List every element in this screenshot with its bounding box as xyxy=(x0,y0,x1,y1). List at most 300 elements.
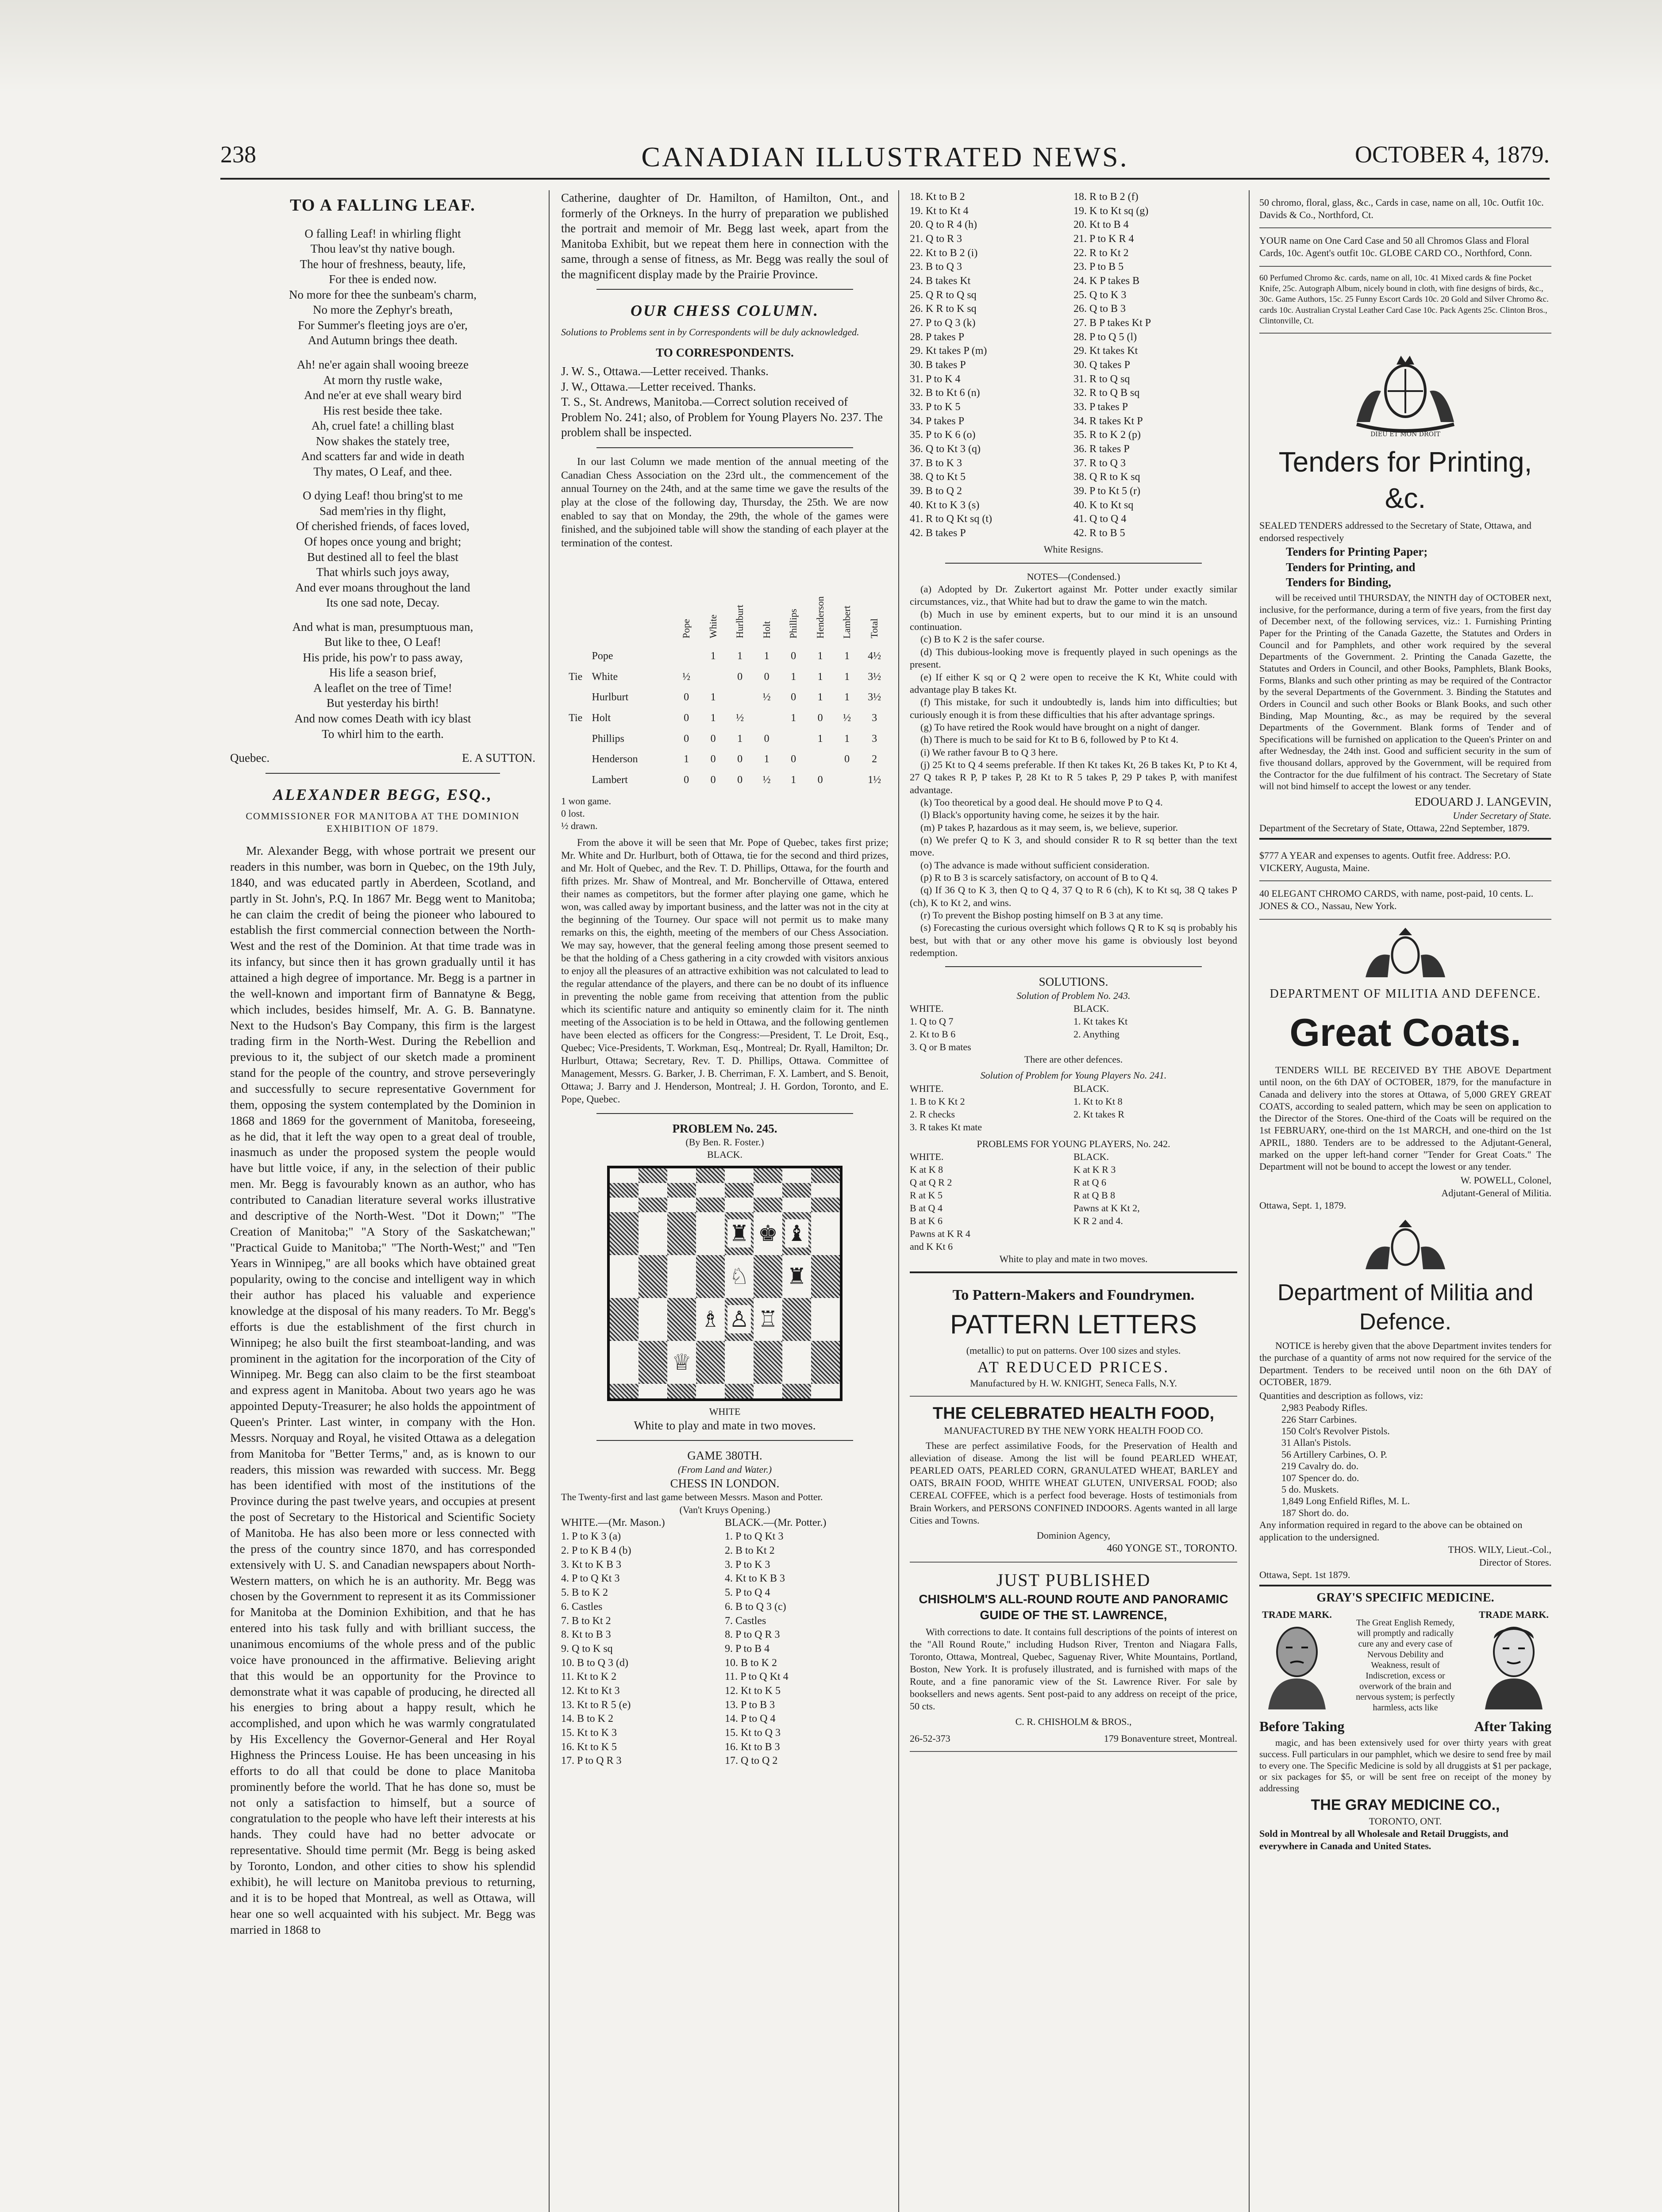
board-square xyxy=(667,1212,696,1255)
board-square xyxy=(667,1255,696,1298)
black-move: 15. Kt to Q 3 xyxy=(725,1727,781,1739)
militia-list-intro: Quantities and description as follows, viz: xyxy=(1259,1390,1423,1402)
arms-list-item: 107 Spencer do. do. xyxy=(1281,1472,1359,1483)
ad-title: JUST PUBLISHED xyxy=(996,1570,1151,1590)
black-move: 25. Q to K 3 xyxy=(1073,289,1127,301)
table-header-row xyxy=(561,550,889,646)
board-square xyxy=(696,1183,725,1198)
health-food-ad xyxy=(910,1397,1237,1563)
column-2 xyxy=(561,190,889,2212)
board-square xyxy=(754,1298,782,1341)
black-move: 14. P to Q 4 xyxy=(725,1713,776,1725)
chess-piece-icon: ♜ xyxy=(727,1219,751,1248)
column-header: White xyxy=(707,614,719,639)
table-legend xyxy=(561,795,889,832)
solution-moves: WHITE. BLACK. 1. B to K Kt 2 1. Kt to Kt 8 2. R checks 2. Kt takes R 3. R takes Kt mate xyxy=(910,1083,1124,1133)
board-square xyxy=(639,1255,667,1298)
game-result: White Resigns. xyxy=(1043,543,1104,555)
black-move: 37. R to Q 3 xyxy=(1073,457,1126,469)
divider xyxy=(945,966,1202,967)
white-move: 19. Kt to Kt 4 xyxy=(910,205,969,217)
arms-list xyxy=(1259,1402,1551,1519)
tenders-item: Tenders for Printing Paper; xyxy=(1286,545,1428,559)
board-square xyxy=(696,1212,725,1255)
black-move: 18. R to B 2 (f) xyxy=(1073,191,1139,203)
black-move: 8. P to Q R 3 xyxy=(725,1629,780,1641)
legend-item: 1 won game. xyxy=(561,795,612,806)
poem-title: TO A FALLING LEAF. xyxy=(290,196,476,215)
after-label: After Taking xyxy=(1474,1718,1551,1735)
board-square xyxy=(811,1298,840,1341)
board-square xyxy=(725,1183,754,1198)
game-opening: (Van't Kruys Opening.) xyxy=(679,1504,770,1515)
board-square xyxy=(811,1384,840,1398)
ad-address: 460 YONGE ST., TORONTO. xyxy=(1107,1542,1237,1554)
white-move: 5. B to K 2 xyxy=(561,1587,608,1599)
game-note: (o) The advance is made without sufficient consideration. xyxy=(920,859,1150,871)
game-note: (s) Forecasting the curious oversight which follows Q R to K sq is probably his best, but with that or any other move his game is obviously lost beyond redemption. xyxy=(910,922,1237,959)
board-square xyxy=(782,1212,811,1255)
poem-line: His life a season brief, xyxy=(329,666,437,680)
board-square xyxy=(639,1341,667,1384)
solution-subtitle: Solution of Problem No. 243. xyxy=(1016,990,1131,1001)
before-portrait-icon xyxy=(1259,1621,1335,1709)
problem-title: PROBLEM No. 245. xyxy=(672,1121,777,1135)
poem-line: Of hopes once young and bright; xyxy=(304,535,462,549)
black-move: 11. P to Q Kt 4 xyxy=(725,1671,789,1683)
black-move: 7. Castles xyxy=(725,1615,766,1627)
poem-line: And ne'er at eve shall weary bird xyxy=(304,388,462,402)
poem-line: That whirls such joys away, xyxy=(316,565,450,579)
board-square xyxy=(667,1183,696,1198)
white-move: 23. B to Q 3 xyxy=(910,261,962,273)
card-case-ad: YOUR name on One Card Case and 50 all Chromos Glass and Floral Cards, 10c. Agent's outfit 10c. GLOBE CARD CO., Northford, Conn. xyxy=(1259,228,1551,266)
board-square xyxy=(639,1384,667,1398)
poem-line: His pride, his pow'r to pass away, xyxy=(303,650,463,664)
board-square xyxy=(725,1168,754,1183)
game-note: (g) To have retired the Rook would have brought on a night of danger. xyxy=(920,721,1200,733)
tenders-dept: Department of the Secretary of State, Ottawa, 22nd September, 1879. xyxy=(1259,822,1530,833)
board-square xyxy=(610,1168,639,1183)
column-header: Pope xyxy=(681,619,692,639)
white-label: WHITE xyxy=(709,1406,741,1417)
ad-code: 26-52-373 xyxy=(910,1732,950,1744)
poem-line: No more the Zephyr's breath, xyxy=(312,303,453,317)
chess-piece-icon: ♜ xyxy=(785,1262,808,1290)
poem-line: O dying Leaf! thou bring'st to me xyxy=(303,489,463,503)
white-move: 26. K R to K sq xyxy=(910,303,977,315)
grays-description: The Great English Remedy, will promptly and radically cure any and every case of Nervous Debility and Weakness, result of Indiscretion, excess or overwork of the brain and nervous system; is perfectly harmless, acts like xyxy=(1356,1618,1455,1713)
black-move: 30. Q takes P xyxy=(1073,359,1130,371)
game-title: GAME 380TH. xyxy=(687,1449,762,1463)
board-square xyxy=(782,1298,811,1341)
table-row: Tie Holt 0 1 ½ 1 0 ½ 3 xyxy=(569,712,877,724)
game-note: (b) Much in use by eminent experts, but to our mind it is an unsound continuation. xyxy=(910,608,1237,633)
board-square xyxy=(754,1198,782,1212)
black-move: 2. B to Kt 2 xyxy=(725,1545,775,1557)
board-square xyxy=(782,1341,811,1384)
trade-mark-label: TRADE MARK. xyxy=(1479,1609,1549,1620)
column-4 xyxy=(1259,190,1551,2212)
board-square xyxy=(610,1212,639,1255)
game-note: (h) There is much to be said for Kt to B 6, followed by P to Kt 4. xyxy=(920,734,1179,745)
correspondents-title: TO CORRESPONDENTS. xyxy=(656,346,794,359)
column-header: Holt xyxy=(761,621,772,639)
board-square xyxy=(610,1255,639,1298)
chess-piece-icon: ♚ xyxy=(756,1219,780,1248)
ad-heading: CHISHOLM'S ALL-ROUND ROUTE AND PANORAMIC GUIDE OF THE ST. LAWRENCE, xyxy=(919,1592,1228,1622)
black-move: 29. Kt takes Kt xyxy=(1073,345,1138,357)
pattern-letters-ad xyxy=(910,1279,1237,1397)
poem-line: And Autumn brings thee death. xyxy=(308,334,458,347)
black-move: 39. P to Kt 5 (r) xyxy=(1073,485,1141,497)
board-square xyxy=(610,1341,639,1384)
white-move: 31. P to K 4 xyxy=(910,373,961,385)
game-intro: The Twenty-first and last game between Messrs. Mason and Potter. xyxy=(561,1491,823,1503)
white-move: 16. Kt to K 5 xyxy=(561,1741,617,1753)
game-note: (d) This dubious-looking move is frequently played in such openings as the present. xyxy=(910,646,1237,670)
white-header: WHITE. xyxy=(910,1003,944,1014)
table-row: Hurlburt 0 1 ½ 0 1 1 3½ xyxy=(592,691,881,703)
great-coats-title: Great Coats. xyxy=(1289,1010,1521,1055)
problem-task: White to play and mate in two moves. xyxy=(634,1418,816,1432)
board-square xyxy=(754,1341,782,1384)
young-problem-task: White to play and mate in two moves. xyxy=(999,1253,1148,1265)
divider xyxy=(596,289,853,290)
white-move: 8. Kt to B 3 xyxy=(561,1629,611,1641)
board-square xyxy=(667,1341,696,1384)
ad-text: C. R. CHISHOLM & BROS., xyxy=(1015,1716,1132,1727)
white-move: 7. B to Kt 2 xyxy=(561,1615,611,1627)
white-move: 11. Kt to K 2 xyxy=(561,1671,617,1683)
board-square xyxy=(782,1384,811,1398)
column-rule xyxy=(549,190,550,2212)
militia-notice: NOTICE is hereby given that the above Department invites tenders for the purchase of a quantity of arms not now required for the service of the Department. Tenders to be received until noon on the 6th DAY of OCTOBER, 1879. xyxy=(1259,1340,1551,1387)
correspondent-entry: J. W., Ottawa.—Letter received. Thanks. xyxy=(561,380,756,393)
column-1 xyxy=(230,190,535,2212)
crest-motto: DIEU ET MON DROIT xyxy=(1370,431,1440,438)
divider xyxy=(596,1440,853,1441)
black-move: 20. Kt to B 4 xyxy=(1073,219,1129,231)
white-move: 29. Kt takes P (m) xyxy=(910,345,987,357)
perfumed-cards-ad: 60 Perfumed Chromo &c. cards, name on all, 10c. 41 Mixed cards & fine Pocket Knife, 25c. Autograph Album, nicely bound in cloth, with fine designs of birds, &c., 30c. Game Authors, 15c. 25 Funny Escort Cards 10c. 20 Gold and Silver Chromo &c. cards 10c. Australian Crystal Leather Card Case 10c. Pack Agents 25c. Clinton Bros., Clintonville, Ct. xyxy=(1259,267,1551,334)
ad-text: With corrections to date. It contains full descriptions of the points of interest on the "All Round Route," including Hudson River, Trenton and Niagara Falls, Toronto, Ottawa, Montreal, Quebec, Saguenay River, White Mountains, Portland, Boston, New York. It is profusely illustrated, and is furnished with maps of the Route, and a fine panoramic view of the St. Lawrence River. For sale by booksellers and news agents. Sent post-paid to any address on receipt of the price, 50 cts. xyxy=(910,1626,1237,1712)
poem-line: Thy mates, O Leaf, and thee. xyxy=(313,465,452,478)
board-square xyxy=(754,1183,782,1198)
white-move: 12. Kt to Kt 3 xyxy=(561,1685,620,1697)
game-note: (k) Too theoretical by a good deal. He should move P to Q 4. xyxy=(920,796,1163,808)
black-move: 17. Q to Q 2 xyxy=(725,1755,778,1767)
white-move: 18. Kt to B 2 xyxy=(910,191,965,203)
poem-line: Of cherished friends, of faces loved, xyxy=(296,519,470,533)
royal-crest-icon xyxy=(1339,338,1472,440)
poem-stanza xyxy=(230,619,535,741)
ad-text: Dominion Agency, xyxy=(1037,1529,1110,1541)
divider xyxy=(910,1271,1237,1273)
poem-place: Quebec. xyxy=(230,751,270,765)
militia-date: Ottawa, Sept. 1st 1879. xyxy=(1259,1569,1350,1580)
black-move: 36. R takes P xyxy=(1073,443,1130,455)
column-header: Lambert xyxy=(841,605,853,639)
poem-line: To whirl him to the earth. xyxy=(322,727,444,741)
board-square xyxy=(754,1212,782,1255)
poem-line: At morn thy rustle wake, xyxy=(323,373,442,387)
board-square xyxy=(754,1255,782,1298)
white-move: 2. P to K B 4 (b) xyxy=(561,1545,631,1557)
black-move: 21. P to K R 4 xyxy=(1073,233,1134,245)
board-square xyxy=(639,1168,667,1183)
divider xyxy=(596,1113,853,1114)
board-square xyxy=(725,1212,754,1255)
tenders-signature: EDOUARD J. LANGEVIN, xyxy=(1415,795,1551,809)
tenders-text: will be received until THURSDAY, the NINTH day of OCTOBER next, inclusive, for the performance, during a term of five years, from the first day of December next, of the following services, viz.: 1. Furnishing Printing Paper for the Printing of the Canada Gazette, the Statutes and Orders in Council and for Pamphlets, and other work required by the several Departments of the Government. 2. Printing the Canada Gazette, the Statutes and Orders in Council, and other Books, Pamphlets, Blank Books, Forms, Blanks and such other printing as may be required of the Contractor by the several Departments of the Government. 3. Binding the Statutes and Orders in Council and such other Books or Blank Books, and such other Binding, Map Mounting, &c., as may be required by the several Departments of the Government. Blank forms of Tender and of Specifications will be furnished on application to the Queen's Printer on and after Wednesday, the 24th inst. Good and sufficient security in the sum of five thousand dollars, approved by the Government, will be required from the Contractor for the due fulfilment of his contract. The Secretary of State will not bind himself to accept the lowest or any tender. xyxy=(1259,592,1551,792)
board-square xyxy=(725,1341,754,1384)
black-move: 40. K to Kt sq xyxy=(1073,499,1134,511)
white-move: 41. R to Q Kt sq (t) xyxy=(910,513,992,525)
white-move: 24. B takes Kt xyxy=(910,275,971,287)
chromo-cards-ad: 50 chromo, floral, glass, &c., Cards in case, name on all, 10c. Outfit 10c. Davids & Co., Northford, Ct. xyxy=(1259,190,1551,228)
white-move: 40. Kt to K 3 (s) xyxy=(910,499,980,511)
chess-piece-icon: ♝ xyxy=(785,1219,808,1248)
arms-list-item: 219 Cavalry do. do. xyxy=(1281,1460,1359,1472)
black-move: 35. R to K 2 (p) xyxy=(1073,429,1141,441)
white-move: 21. Q to R 3 xyxy=(910,233,962,245)
black-move: 38. Q R to K sq xyxy=(1073,471,1140,483)
elegant-cards-ad: 40 ELEGANT CHROMO CARDS, with name, post-paid, 10 cents. L. JONES & CO., Nassau, New York. xyxy=(1259,881,1551,919)
game-notes xyxy=(910,583,1237,959)
white-move: 22. Kt to B 2 (i) xyxy=(910,247,978,259)
board-square xyxy=(725,1255,754,1298)
board-square xyxy=(696,1168,725,1183)
black-move: 19. K to Kt sq (g) xyxy=(1073,205,1149,217)
board-square xyxy=(696,1298,725,1341)
tenders-role: Under Secretary of State. xyxy=(1453,810,1551,821)
black-move: 27. B P takes Kt P xyxy=(1073,317,1151,329)
royal-crest-icon xyxy=(1348,924,1463,982)
board-square xyxy=(696,1341,725,1384)
black-move: 23. P to B 5 xyxy=(1073,261,1124,273)
tenders-title: Tenders for Printing, &c. xyxy=(1278,446,1532,515)
black-move: 32. R to Q B sq xyxy=(1073,387,1140,399)
table-row: Phillips 0 0 1 0 1 1 3 xyxy=(592,733,877,745)
poem-line: No more for thee the sunbeam's charm, xyxy=(289,288,477,301)
board-square xyxy=(811,1183,840,1198)
game-note: (j) 25 Kt to Q 4 seems preferable. If then Kt takes Kt, 26 B takes Kt, P to Kt 4, 27 Q takes R P, P takes P, 28 Kt to R 5 takes P, 29 P takes P, with manifest advantage. xyxy=(910,759,1237,795)
problem-author: (By Ben. R. Foster.) xyxy=(685,1137,764,1148)
white-move: 33. P to K 5 xyxy=(910,401,961,413)
chess-board xyxy=(607,1166,843,1401)
column-header: Phillips xyxy=(788,608,799,639)
board-square xyxy=(782,1198,811,1212)
ad-text: MANUFACTURED BY THE NEW YORK HEALTH FOOD CO. xyxy=(944,1425,1203,1436)
white-move: 28. P takes P xyxy=(910,331,965,343)
article-continuation: Catherine, daughter of Dr. Hamilton, of Hamilton, Ont., and formerly of the Orkneys. In the hurry of preparation we published the portrait and memoir of Mr. Begg last week, apart from the Manitoba Exhibit, but we repeat them here in connection with the same, through a sense of fitness, as Mr. Begg was really the soul of the magnificent display made by the Prairie Province. xyxy=(561,191,889,281)
white-move: 20. Q to R 4 (h) xyxy=(910,219,977,231)
poem-line: Thou leav'st thy native bough. xyxy=(310,242,455,256)
arms-list-item: 150 Colt's Revolver Pistols. xyxy=(1281,1425,1390,1436)
poem-line: For Summer's fleeting joys are o'er, xyxy=(298,318,468,332)
game-note: (l) Black's opportunity having come, he seizes it by the hair. xyxy=(920,809,1160,821)
militia-heading: DEPARTMENT OF MILITIA AND DEFENCE. xyxy=(1270,987,1541,1001)
board-square xyxy=(811,1341,840,1384)
arms-list-item: 187 Short do. do. xyxy=(1281,1507,1349,1518)
black-header: BLACK. xyxy=(1073,1003,1109,1014)
game-note: (i) We rather favour B to Q 3 here. xyxy=(920,746,1058,758)
militia-title: Department of Militia and Defence. xyxy=(1277,1279,1534,1335)
poem-line: And ever moans throughout the land xyxy=(295,580,470,594)
black-move: 10. B to K 2 xyxy=(725,1657,777,1669)
after-portrait-icon xyxy=(1476,1621,1551,1709)
column-header: Hurlburt xyxy=(734,605,746,639)
ad-text: (metallic) to put on patterns. Over 100 sizes and styles. xyxy=(966,1344,1181,1356)
board-square xyxy=(754,1168,782,1183)
white-move: 3. Kt to K B 3 xyxy=(561,1559,622,1571)
board-square xyxy=(725,1198,754,1212)
poem-signature xyxy=(230,750,535,766)
game-source: (From Land and Water.) xyxy=(677,1463,772,1475)
page-number: 238 xyxy=(220,141,256,168)
white-move: 17. P to Q R 3 xyxy=(561,1755,622,1767)
white-move: 4. P to Q Kt 3 xyxy=(561,1573,620,1585)
board-square xyxy=(725,1384,754,1398)
game-note: (r) To prevent the Bishop posting himself on B 3 at any time. xyxy=(920,910,1163,921)
board-square xyxy=(610,1298,639,1341)
board-square xyxy=(782,1183,811,1198)
poem-line: Sad mem'ries in thy flight, xyxy=(319,504,446,518)
poem-line: Now shakes the stately tree, xyxy=(315,434,450,448)
black-move: 4. Kt to K B 3 xyxy=(725,1573,785,1585)
game-moves xyxy=(561,1516,889,1530)
legend-item: 0 lost. xyxy=(561,808,585,819)
black-move: 16. Kt to B 3 xyxy=(725,1741,780,1753)
page-header xyxy=(220,141,1550,172)
tourney-report: From the above it will be seen that Mr. Pope of Quebec, takes first prize; Mr. White and Dr. Hurlburt, both of Ottawa, tie for the second and third prizes, and Mr. Holt of Quebec, and the Rev. T. D. Phillips, Ottawa, for the fourth and fifth prizes. Mr. Shaw of Montreal, and Mr. Boncherville of Ottawa, entered their names as competitors, but the former after playing one game, which he won, was called away by important business, and the latter was not in the city at the beginning of the Tourney. Our space will not permit us to make many remarks on this, the eighth, meeting of the members of our Chess Association. We may say, however, that the general feeling among those present seemed to be that the holding of a Chess gathering in a city crowded with visitors anxious to enjoy all the pleasures of an attractive exhibition was not calculated to lead to the regular attendance of the players, and there can be no doubt of its influence in preventing the noble game from receiving that attention from the public which its scientific nature and antiquity so eminently claim for it. The ninth meeting of the Association is to be held in Ottawa, and the following gentlemen have been elected as officers for the Congress:—President, T. Le Droit, Esq., Quebec; Vice-Presidents, T. Workman, Esq., Montreal; Dr. Ryall, Hamilton; Dr. Hurlburt, Ottawa; Secretary, Rev. T. D. Phillips, Ottawa. Committee of Management, Messrs. G. Barker, J. B. Cherriman, F. X. Lambert, and S. Benoit, Ottawa; J. Barry and J. Henderson, Montreal; J. H. Gordon, Toronto, and E. Pope, Quebec. xyxy=(561,837,889,1105)
correspondent-entry: J. W. S., Ottawa.—Letter received. Thanks. xyxy=(561,365,769,378)
black-move: 5. P to Q 4 xyxy=(725,1587,770,1599)
chess-note: Solutions to Problems sent in by Correspondents will be duly acknowledged. xyxy=(561,326,859,338)
arms-list-item: 1,849 Long Enfield Rifles, M. L. xyxy=(1281,1495,1410,1507)
grays-text: magic, and has been extensively used for over thirty years with great success. Full particulars in our pamphlet, which we desire to send free by mail to every one. The Specific Medicine is sold by all druggists at $1 per package, or six packages for $5, or will be sent free on receipt of the money by addressing xyxy=(1259,1737,1551,1793)
notes-title: NOTES—(Condensed.) xyxy=(1027,571,1120,582)
white-move: 1. P to K 3 (a) xyxy=(561,1531,621,1543)
poem-stanza xyxy=(230,226,535,348)
great-coats-signature: W. POWELL, Colonel, xyxy=(1460,1175,1551,1186)
divider xyxy=(1259,838,1551,840)
white-move: 13. Kt to R 5 (e) xyxy=(561,1699,631,1711)
poem-line: His rest beside thee take. xyxy=(323,403,442,417)
board-square xyxy=(639,1298,667,1341)
black-header: BLACK.—(Mr. Potter.) xyxy=(725,1517,827,1528)
game-note: (n) We prefer Q to K 3, and should consider R to R sq better than the text move. xyxy=(910,834,1237,858)
arms-list-item: 31 Allan's Pistols. xyxy=(1281,1437,1351,1448)
solution-subtitle: Solution of Problem for Young Players No. 241. xyxy=(980,1070,1167,1081)
board-square xyxy=(667,1298,696,1341)
white-move: 42. B takes P xyxy=(910,527,966,539)
board-square xyxy=(639,1198,667,1212)
table-row: Henderson 1 0 0 1 0 0 2 xyxy=(592,753,877,765)
page-top-margin xyxy=(0,0,1662,93)
legend-item: ½ drawn. xyxy=(561,820,598,832)
poem-stanza xyxy=(230,357,535,479)
poem-line: Its one sad note, Decay. xyxy=(326,596,440,610)
tourney-intro: In our last Column we made mention of the annual meeting of the Canadian Chess Association on the 23rd ult., the commencement of the annual Tourney on the 24th, and at the same time we gave the results of the play at the close of the following day, Thursday, the 25th. We are now enabled to say that on Monday, the 29th, the whole of the games were finished, and the subjoined table will show the standing of each player at the termination of the contest. xyxy=(561,456,889,549)
poem-line: The hour of freshness, beauty, life, xyxy=(300,257,466,271)
chess-piece-icon: ♘ xyxy=(727,1262,751,1290)
divider xyxy=(1259,1585,1551,1586)
solution-moves: WHITE. BLACK. 1. Q to Q 7 1. Kt takes Kt 2. Kt to B 6 2. Anything 3. Q or B mates xyxy=(910,1002,1237,1053)
chess-piece-icon: ♗ xyxy=(699,1305,722,1333)
game-moves xyxy=(910,190,1237,541)
chess-column-title: OUR CHESS COLUMN. xyxy=(630,302,819,320)
white-move: 25. Q R to Q sq xyxy=(910,289,977,301)
black-move: 31. R to Q sq xyxy=(1073,373,1130,385)
arms-list-item: 2,983 Peabody Rifles. xyxy=(1281,1402,1368,1413)
table-row: Tie White ½ 0 0 1 1 1 3½ xyxy=(569,671,881,683)
board-square xyxy=(696,1384,725,1398)
poem-line: And scatters far and wide in death xyxy=(301,449,465,463)
game-note: (q) If 36 Q to K 3, then Q to Q 4, 37 Q to R 6 (ch), K to Kt sq, 38 Q takes P (ch), K to Kt 2, and wins. xyxy=(910,884,1237,908)
board-square xyxy=(696,1198,725,1212)
young-problem-pieces: WHITE. BLACK. K at K 8 K at K R 3 Q at Q R 2 R at Q 6 R at K 5 R at Q B 8 B at Q 4 Pawns at K Kt 2, B at K 6 K R 2 and 4. Pawns at K R 4 and K Kt 6 xyxy=(910,1151,1140,1252)
grays-company: THE GRAY MEDICINE CO., xyxy=(1311,1797,1500,1814)
board-square xyxy=(782,1168,811,1183)
great-coats-role: Adjutant-General of Militia. xyxy=(1441,1187,1551,1198)
white-move: 14. B to K 2 xyxy=(561,1713,614,1725)
game-note: (p) R to B 3 is scarcely satisfactory, on account of B to Q 4. xyxy=(920,872,1158,883)
white-move: 10. B to Q 3 (d) xyxy=(561,1657,628,1669)
trade-mark-label: TRADE MARK. xyxy=(1262,1609,1332,1620)
black-label: BLACK. xyxy=(707,1149,743,1160)
black-move: 26. Q to B 3 xyxy=(1073,303,1126,315)
poem-line: And now comes Death with icy blast xyxy=(294,712,471,726)
black-move: 9. P to B 4 xyxy=(725,1643,770,1655)
chess-piece-icon: ♙ xyxy=(727,1305,751,1333)
white-move: 9. Q to K sq xyxy=(561,1643,613,1655)
militia-signature: THOS. WILY, Lieut.-Col., xyxy=(1448,1544,1551,1555)
board-square xyxy=(811,1212,840,1255)
board-square xyxy=(667,1198,696,1212)
column-3 xyxy=(910,190,1237,2212)
board-square xyxy=(811,1255,840,1298)
guide-book-ad xyxy=(910,1563,1237,1752)
ad-heading: To Pattern-Makers and Foundrymen. xyxy=(952,1287,1195,1304)
header-rule xyxy=(220,178,1550,180)
column-header: Henderson xyxy=(814,596,826,639)
board-square xyxy=(782,1255,811,1298)
board-square xyxy=(811,1168,840,1183)
poem xyxy=(230,226,535,742)
game-note: (a) Adopted by Dr. Zukertort against Mr. Potter under exactly similar circumstances, viz., that White had but to draw the game to win the match. xyxy=(910,584,1237,607)
white-move: 36. Q to Kt 3 (q) xyxy=(910,443,981,455)
chess-piece-icon: ♖ xyxy=(756,1305,780,1333)
arms-list-item: 56 Artillery Carbines, O. P. xyxy=(1281,1448,1387,1460)
black-move: 28. P to Q 5 (l) xyxy=(1073,331,1137,343)
white-move: 27. P to Q 3 (k) xyxy=(910,317,976,329)
ad-text: These are perfect assimilative Foods, for the Preservation of Health and alleviation of disease. Among the list will be found PEARLED WHEAT, PEARLED OATS, PEARLED CORN, GRANULATED WHEAT, BARLEY and OATS, BRAIN FOOD, WHITE WHEAT GLUTEN, UNIVERSAL FOOD; also CEREAL COFFEE, which is a perfect food beverage. Hosts of testimonials from Brain Workers, and PERSONS CONFINED INDOORS. Agents wanted in all large Cities and Towns. xyxy=(910,1440,1237,1526)
black-move: 24. K P takes B xyxy=(1073,275,1140,287)
poem-line: Ah! ne'er again shall wooing breeze xyxy=(297,358,469,371)
poem-line: But like to thee, O Leaf! xyxy=(324,635,441,649)
board-square xyxy=(811,1198,840,1212)
militia-role: Director of Stores. xyxy=(1479,1556,1551,1568)
board-square xyxy=(696,1255,725,1298)
poem-line: And what is man, presumptuous man, xyxy=(292,620,473,634)
ad-title: PATTERN LETTERS xyxy=(950,1309,1197,1339)
table-row: Lambert 0 0 0 ½ 1 0 1½ xyxy=(592,774,881,786)
poem-author: E. A SUTTON. xyxy=(462,751,535,765)
black-move: 6. B to Q 3 (c) xyxy=(725,1601,786,1613)
board-square xyxy=(610,1183,639,1198)
